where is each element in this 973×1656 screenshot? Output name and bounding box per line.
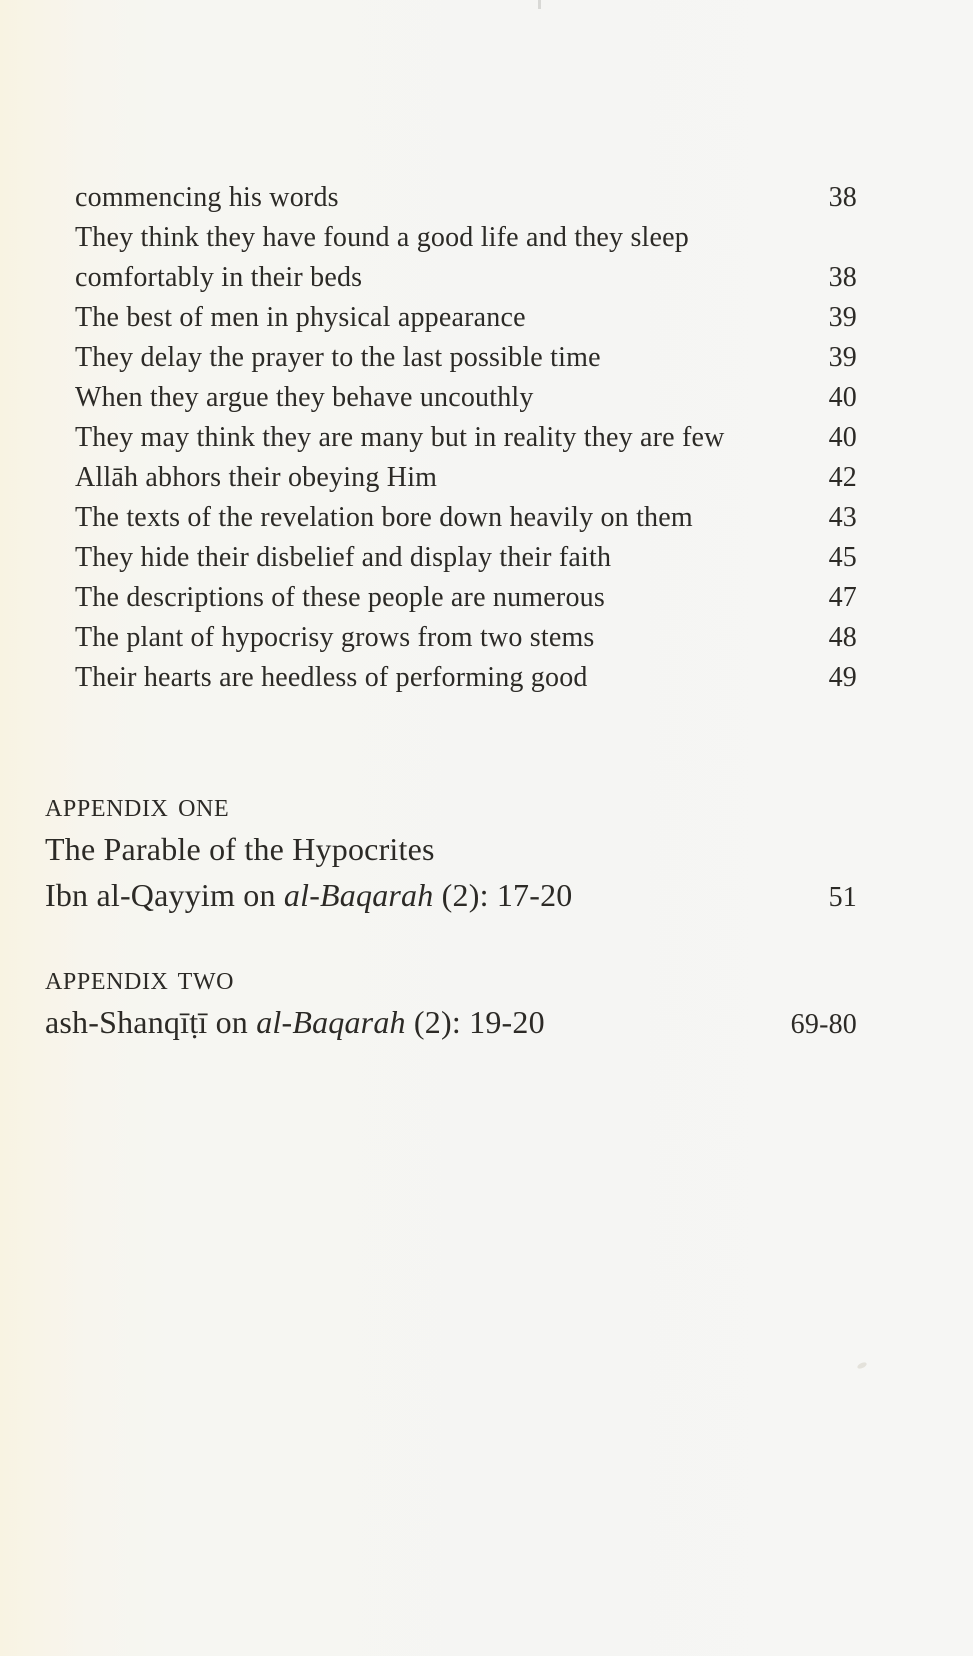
toc-entry	[45, 418, 857, 458]
toc-entry-page: 47	[828, 582, 857, 613]
toc-entry-text: They may think they are many but in reality they are few	[75, 422, 725, 453]
appendix-one-page: 51	[828, 882, 857, 913]
appendix-two-reference-line	[45, 999, 857, 1048]
toc-entry-text: They hide their disbelief and display their faith	[75, 542, 612, 573]
reference-surah-italic: al-Baqarah	[283, 877, 434, 913]
appendix-two-page: 69-80	[790, 1009, 857, 1040]
toc-entry-page: 40	[828, 422, 857, 453]
appendix-one-label: APPENDIX ONE	[45, 796, 230, 822]
toc-entry-text: They delay the prayer to the last possible time	[75, 342, 601, 373]
toc-entry-text: Allāh abhors their obeying Him	[75, 462, 438, 493]
toc-entry-page: 39	[828, 342, 857, 373]
toc-entry	[45, 618, 857, 658]
toc-entry-page: 39	[828, 302, 857, 333]
reference-author: ash-Shanqīṭī on	[45, 1004, 257, 1040]
toc-entry-page: 43	[828, 502, 857, 533]
toc-entry-page: 38	[828, 182, 857, 213]
reference-author: Ibn al-Qayyim on	[45, 877, 284, 913]
scan-artifact-top	[538, 0, 541, 9]
toc-entry-text: The plant of hypocrisy grows from two stems	[75, 622, 595, 653]
toc-entry-page: 45	[828, 542, 857, 573]
toc-entry-text: Their hearts are heedless of performing good	[75, 662, 588, 693]
reference-verses: (2): 19-20	[405, 1004, 545, 1040]
toc-entry	[45, 578, 857, 618]
toc-entry-text: The best of men in physical appearance	[75, 302, 526, 333]
appendix-two-label: APPENDIX TWO	[45, 969, 235, 995]
scan-artifact-bottom	[856, 1361, 867, 1370]
toc-entry	[45, 298, 857, 338]
toc-entry-page: 38	[828, 262, 857, 293]
toc-entry	[45, 458, 857, 498]
appendix-one-title: The Parable of the Hypocrites	[45, 831, 435, 867]
toc-entry	[45, 338, 857, 378]
toc-entry-page: 40	[828, 382, 857, 413]
toc-entry-text: They think they have found a good life and they sleep comfortably in their beds	[75, 222, 689, 293]
toc-entry-text: commencing his words	[75, 182, 339, 213]
reference-verses: (2): 17-20	[433, 877, 573, 913]
toc-entry	[45, 538, 857, 578]
toc-entry-text: When they argue they behave uncouthly	[75, 382, 534, 413]
appendix-one-reference-line	[45, 872, 857, 921]
toc-entry	[45, 378, 857, 418]
toc-entry	[45, 218, 857, 298]
toc-entry-page: 49	[828, 662, 857, 693]
toc-entry-text: The descriptions of these people are numerous	[75, 582, 605, 613]
toc-entry	[45, 178, 857, 218]
appendix-one-reference-text	[45, 872, 573, 918]
toc-entry-page: 42	[828, 462, 857, 493]
appendix-two-section	[45, 965, 857, 1048]
reference-surah-italic: al-Baqarah	[256, 1004, 406, 1040]
toc-list	[45, 178, 857, 698]
appendix-two-reference-text	[45, 999, 545, 1045]
toc-entry-page: 48	[828, 622, 857, 653]
toc-entry-text: The texts of the revelation bore down heavily on them	[75, 502, 693, 533]
toc-entry	[45, 658, 857, 698]
appendix-one-section	[45, 792, 857, 921]
toc-entry	[45, 498, 857, 538]
